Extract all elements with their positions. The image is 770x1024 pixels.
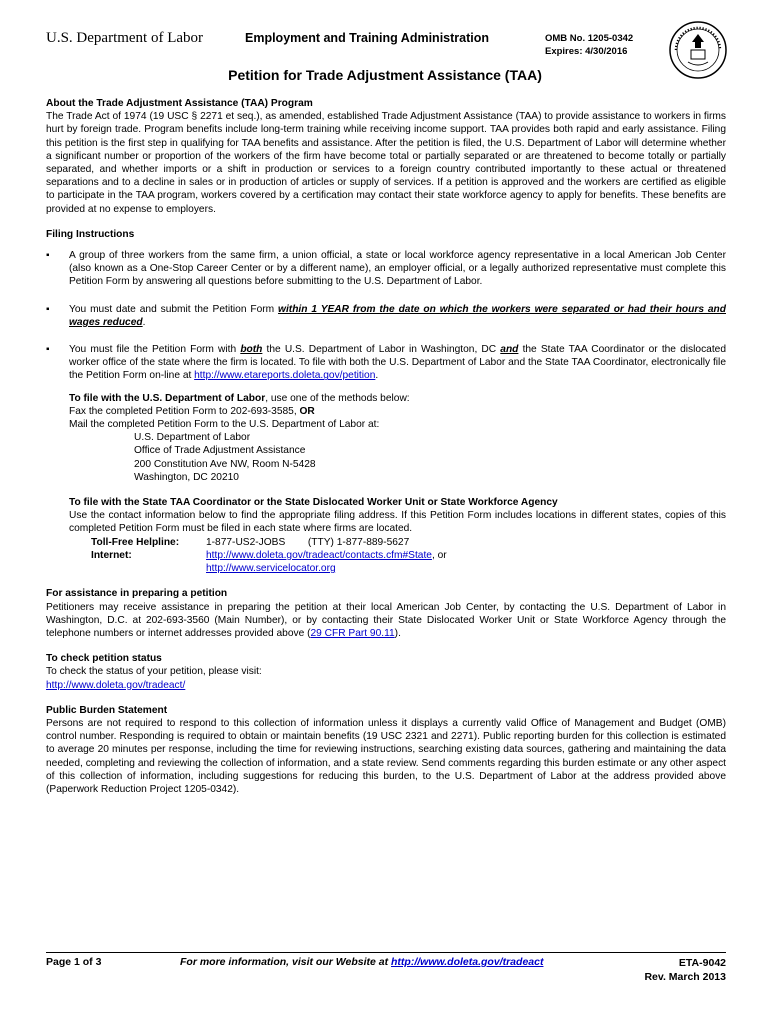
- burden-heading: Public Burden Statement: [46, 704, 168, 716]
- filing-bullet-3: [46, 343, 726, 383]
- filing-bullet-3-text-a: You must file the Petition Form with: [69, 344, 241, 356]
- about-section: [46, 97, 726, 216]
- page-number: Page 1 of 3: [46, 956, 102, 968]
- burden-section: [46, 704, 726, 796]
- footer-info-text: For more information, visit our Website at: [180, 956, 391, 968]
- filing-bullet-3-end: .: [375, 370, 379, 382]
- etareports-petition-link[interactable]: http://www.etareports.doleta.gov/petition: [194, 370, 376, 382]
- footer-divider: [46, 952, 726, 953]
- assistance-heading: For assistance in preparing a petition: [46, 588, 228, 600]
- status-section: [46, 652, 726, 692]
- servicelocator-link[interactable]: http://www.servicelocator.org: [206, 563, 336, 575]
- dol-mailing-address: [69, 431, 726, 484]
- helpline-row: [69, 536, 726, 549]
- footer-info: [180, 956, 543, 969]
- burden-text: Persons are not required to respond to this collection of information unless it displays a currently valid Office of Management and Budget (OMB) control number. Responding is required to obtain or maintain benefits (19 USC 2321 and 2271). Public reporting burden for this collection is estimated to average 20 minutes per response, including the time for reviewing instructions, searching existing data sources, gathering and maintaining the data needed, completing and reviewing the collection of information, and a state review. Send comments regarding this burden estimate or any other aspect of this collection of information, including suggestions for reducing this burden, to the U.S. Department of Labor at the address provided above (Paperwork Reduction Project 1205-0342).: [46, 717, 726, 795]
- status-text: To check the status of your petition, please visit:: [46, 666, 262, 678]
- agency-name: U.S. Department of Labor: [46, 30, 204, 46]
- status-heading: To check petition status: [46, 653, 162, 665]
- filing-list: [46, 249, 726, 383]
- footer-tradeact-link[interactable]: http://www.doleta.gov/tradeact: [391, 956, 544, 968]
- state-contacts-link[interactable]: http://www.doleta.gov/tradeact/contacts.cfm#State: [206, 549, 432, 561]
- filing-bullet-1-text: A group of three workers from the same firm, a union official, a state or local workforce agency representative in a local American Job Center (also known as a One-Stop Career Center or by a different name), an employer official, or a legally authorized representative must complete this Petition Form by answering all questions before submitting to the U.S. Department of Labor.: [69, 250, 726, 288]
- form-number: ETA-9042: [678, 957, 726, 969]
- helpline-label: Toll-Free Helpline:: [91, 536, 180, 548]
- internet-label: Internet:: [91, 549, 132, 561]
- form-revision: Rev. March 2013: [644, 971, 726, 983]
- filing-bullet-3-text-c: the State TAA Coordinator or the dislocated worker office of the state where the firm is located. To file with both the U.S. Department of Labor and the State TAA Coordinator, electronically file the Petition Form on-line at: [69, 344, 726, 382]
- address-line: Washington, DC 20210: [134, 471, 239, 483]
- assistance-text-end: ).: [394, 627, 401, 639]
- omb-expiration: Expires: 4/30/2016: [545, 46, 628, 57]
- filing-bullet-2-end: .: [142, 316, 146, 328]
- fax-or: OR: [299, 405, 315, 417]
- cfr-link[interactable]: 29 CFR Part 90.11: [310, 627, 395, 639]
- and-emphasis: and: [500, 344, 519, 356]
- address-line: 200 Constitution Ave NW, Room N-5428: [134, 458, 316, 470]
- filing-bullet-2-text: You must date and submit the Petition Form: [69, 303, 279, 315]
- page-title: Petition for Trade Adjustment Assistance (TAA): [228, 67, 542, 83]
- state-file-text: Use the contact information below to find the appropriate filing address. If this Petition Form includes locations in different states, copies of this completed Petition Form must be filed in each state where firms are located.: [69, 510, 726, 535]
- dol-file-heading: To file with the U.S. Department of Labor: [69, 392, 266, 404]
- assistance-section: [46, 587, 726, 640]
- internet-links: [206, 549, 447, 575]
- helpline-value: 1-877-US2-JOBS (TTY) 1-877-889-5627: [206, 536, 410, 548]
- document-body: [46, 97, 726, 808]
- fax-instruction: Fax the completed Petition Form to 202-693-3585,: [69, 405, 300, 417]
- state-file-heading: To file with the State TAA Coordinator or the State Dislocated Worker Unit or State Workforce Agency: [69, 497, 558, 509]
- omb-number: OMB No. 1205-0342: [545, 33, 634, 44]
- filing-bullet-3-text-b: the U.S. Department of Labor in Washington, DC: [262, 344, 501, 356]
- filing-bullet-2: [46, 303, 726, 329]
- address-line: U.S. Department of Labor: [134, 432, 251, 444]
- internet-row: [69, 549, 726, 575]
- state-file-section: [46, 496, 726, 575]
- omb-block: [545, 32, 633, 58]
- mail-instruction: Mail the completed Petition Form to the U.S. Department of Labor at:: [69, 419, 380, 431]
- filing-section: [46, 228, 726, 383]
- assistance-text: Petitioners may receive assistance in preparing the petition at their local American Job Center, by contacting the U.S. Department of Labor in Washington, D.C. at 202-693-3560 (Main Number), or by contacting their State Dislocated Worker Unit or State Workforce Agency through the telephone numbers or internet addresses provided above (: [46, 601, 726, 639]
- administration-name: Employment and Training Administration: [245, 31, 490, 45]
- internet-separator: , or: [431, 549, 447, 561]
- tradeact-status-link[interactable]: http://www.doleta.gov/tradeact/: [46, 679, 186, 691]
- deadline-emphasis: within 1 YEAR from the date on which the workers were separated or had their hours and wages reduced: [69, 303, 726, 328]
- filing-heading: Filing Instructions: [46, 228, 135, 240]
- form-id-block: [644, 956, 726, 984]
- about-heading: About the Trade Adjustment Assistance (TAA) Program: [46, 98, 313, 109]
- dol-file-heading-suffix: , use one of the methods below:: [265, 392, 410, 404]
- address-line: Office of Trade Adjustment Assistance: [134, 445, 306, 457]
- about-text: The Trade Act of 1974 (19 USC § 2271 et seq.), as amended, established Trade Adjustment Assistance (TAA) to provide assistance to workers in firms hurt by foreign trade. Program benefits include long-term training while receiving income support. TAA provides both rapid and early assistance. Filing this petition is the first step in qualifying for TAA benefits and assistance. After the petition is filed, the U.S. Department of Labor will determine whether a significant number or proportion of the workers of the firm have become total or partially separated or are threatened to become totally or partially separated, and whether imports or a shift in production or services to a foreign country contributed importantly to these actual or threatened separations and to a decline in sales or in production of articles or supply of services. If a petition is approved and the workers are certified as eligible to participate in the TAA program, workers covered by a certification may contact their state workforce agency to apply for benefits. These benefits are provided at no expense to employers.: [46, 111, 726, 215]
- both-emphasis: both: [240, 344, 263, 356]
- filing-bullet-1: [46, 249, 726, 289]
- dol-file-section: [46, 392, 726, 484]
